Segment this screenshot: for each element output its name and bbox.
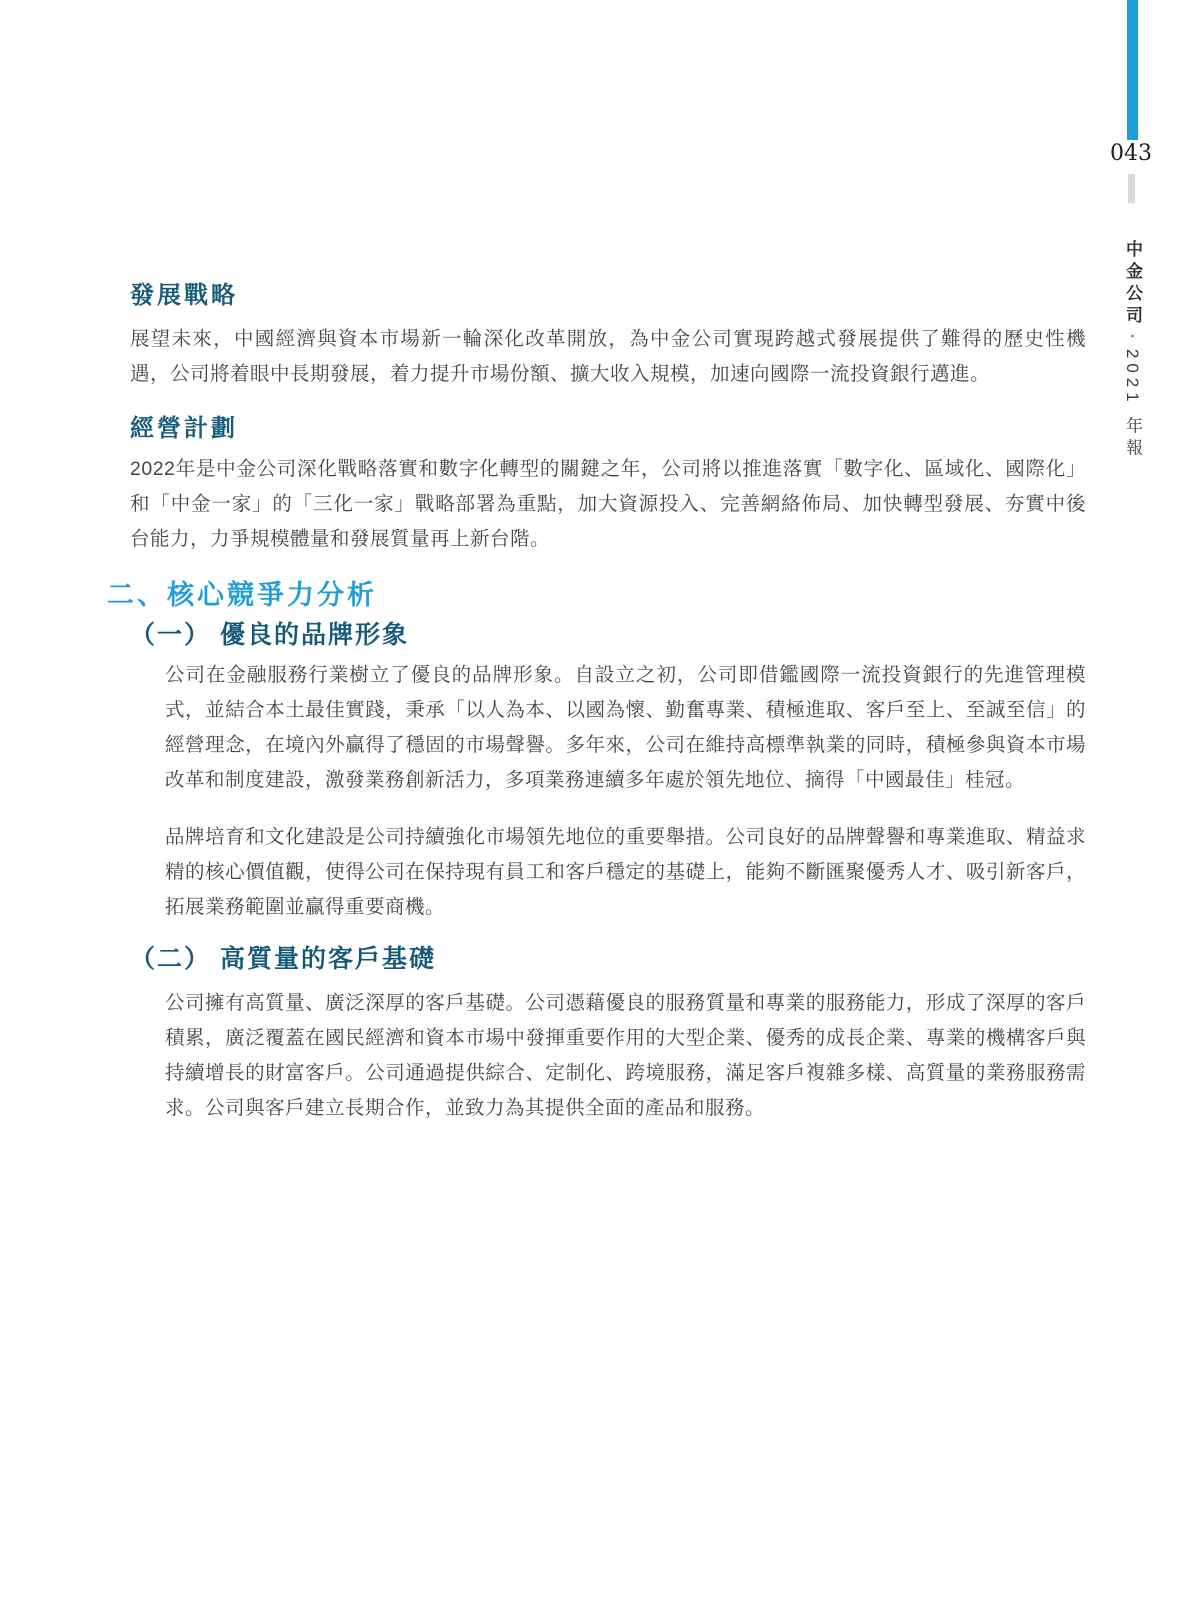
development-strategy-paragraph: 展望未來，中國經濟與資本市場新一輪深化改革開放，為中金公司實現跨越式發展提供了難得的歷史性機遇，公司將着眼中長期發展，着力提升市場份額、擴大收入規模，加速向國際一流投資銀行邁進。 bbox=[130, 328, 1086, 385]
subsection-body-brand-image bbox=[165, 658, 1086, 925]
accent-bar bbox=[1127, 0, 1138, 140]
subsection-body-client-base bbox=[165, 986, 1086, 1126]
client-base-paragraph-1: 公司擁有高質量、廣泛深厚的客戶基礎。公司憑藉優良的服務質量和專業的服務能力，形成了深厚的客戶積累，廣泛覆蓋在國民經濟和資本市場中發揮重要作用的大型企業、優秀的成長企業、專業的機構客戶與持續增長的財富客戶。公司通過提供綜合、定制化、跨境服務，滿足客戶複雜多樣、高質量的業務服務需求。公司與客戶建立長期合作，並致力為其提供全面的產品和服務。 bbox=[165, 992, 1086, 1119]
subsection-heading-brand-image: （一） 優良的品牌形象 bbox=[130, 621, 409, 649]
brand-image-paragraph-1: 公司在金融服務行業樹立了優良的品牌形象。自設立之初，公司即借鑑國際一流投資銀行的先進管理模式，並結合本土最佳實踐，秉承「以人為本、以國為懷、勤奮專業、積極進取、客戶至上、至誠至信」的經營理念，在境內外贏得了穩固的市場聲譽。多年來，公司在維持高標準執業的同時，積極參與資本市場改革和制度建設，激發業務創新活力，多項業務連續多年處於領先地位、摘得「中國最佳」桂冠。 bbox=[165, 664, 1086, 791]
sidebar-company-name: 中金公司 bbox=[1123, 240, 1142, 328]
sidebar-caption bbox=[1120, 240, 1145, 460]
section-heading-business-plan: 經營計劃 bbox=[130, 415, 238, 442]
page-number: 043 bbox=[1110, 141, 1152, 166]
subsection-heading-client-base: （二） 高質量的客戶基礎 bbox=[130, 945, 436, 973]
bullet-separator: • bbox=[1126, 334, 1138, 343]
sidebar-report-year: 2021 年報 bbox=[1123, 348, 1142, 461]
business-plan-paragraph: 2022年是中金公司深化戰略落實和數字化轉型的關鍵之年，公司將以推進落實「數字化、區域化、國際化」和「中金一家」的「三化一家」戰略部署為重點，加大資源投入、完善網絡佈局、加快轉型發展、夯實中後台能力，力爭規模體量和發展質量再上新台階。 bbox=[130, 458, 1086, 550]
brand-image-paragraph-2: 品牌培育和文化建設是公司持續強化市場領先地位的重要舉措。公司良好的品牌聲譽和專業進取、精益求精的核心價值觀，使得公司在保持現有員工和客戶穩定的基礎上，能夠不斷匯聚優秀人才、吸引新客戶，拓展業務範圍並贏得重要商機。 bbox=[165, 826, 1086, 918]
chapter-heading-core-competitiveness: 二、核心競爭力分析 bbox=[107, 580, 377, 610]
page-content bbox=[107, 0, 1086, 1126]
section-heading-development-strategy: 發展戰略 bbox=[130, 282, 238, 309]
divider-line bbox=[1128, 174, 1135, 203]
